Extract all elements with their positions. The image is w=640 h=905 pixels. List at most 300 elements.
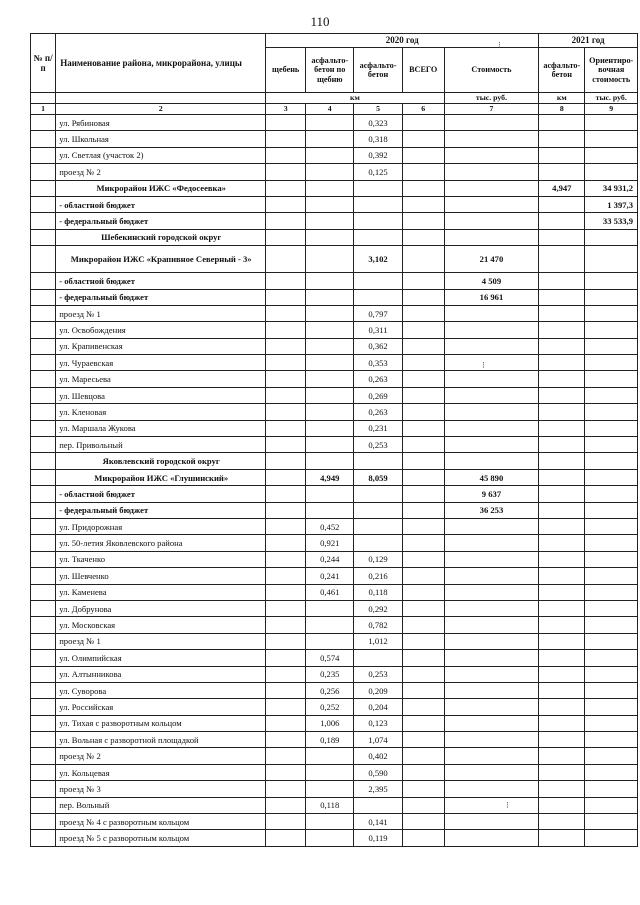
cell-name: Микрорайон ИЖС «Федосеевка» <box>56 180 266 196</box>
cell-total <box>402 584 444 600</box>
cell-asphalt: 0,125 <box>354 164 402 180</box>
cell-asphalt <box>354 273 402 289</box>
cell-asphalt-on-gravel <box>306 371 354 387</box>
table-row <box>31 814 638 830</box>
cell-asphalt-on-gravel <box>306 180 354 196</box>
cell-asphalt: 0,118 <box>354 584 402 600</box>
cell-est-cost <box>585 699 638 715</box>
cell-asphalt-on-gravel: 0,235 <box>306 666 354 682</box>
col-num-6: 6 <box>402 104 444 115</box>
cell-asphalt-2021 <box>539 715 585 731</box>
table-row <box>31 355 638 371</box>
cell-est-cost <box>585 814 638 830</box>
cell-no <box>31 404 56 420</box>
cell-total <box>402 715 444 731</box>
cell-asphalt-2021 <box>539 568 585 584</box>
cell-total <box>402 469 444 485</box>
cell-asphalt: 0,318 <box>354 131 402 147</box>
cell-asphalt-2021 <box>539 164 585 180</box>
cell-total <box>402 371 444 387</box>
cell-name: проезд № 1 <box>56 633 266 649</box>
cell-asphalt-on-gravel: 0,574 <box>306 650 354 666</box>
table-row <box>31 229 638 245</box>
cell-asphalt-2021 <box>539 115 585 131</box>
table-row <box>31 453 638 469</box>
cell-total <box>402 420 444 436</box>
cell-gravel <box>266 338 306 354</box>
cell-no <box>31 164 56 180</box>
cell-total <box>402 404 444 420</box>
cell-asphalt-on-gravel: 0,461 <box>306 584 354 600</box>
cell-asphalt-2021 <box>539 814 585 830</box>
cell-cost <box>444 164 539 180</box>
cell-total <box>402 682 444 698</box>
cell-cost <box>444 568 539 584</box>
cell-asphalt <box>354 518 402 534</box>
header-year-2021: 2021 год <box>539 34 638 48</box>
cell-no <box>31 682 56 698</box>
cell-no <box>31 131 56 147</box>
cell-asphalt: 2,395 <box>354 781 402 797</box>
cell-cost <box>444 699 539 715</box>
cell-asphalt: 0,231 <box>354 420 402 436</box>
unit-rub: тыс. руб. <box>444 93 539 104</box>
cell-asphalt-2021 <box>539 682 585 698</box>
table-row <box>31 180 638 196</box>
cell-no <box>31 584 56 600</box>
cell-cost <box>444 715 539 731</box>
cell-total <box>402 437 444 453</box>
cell-gravel <box>266 584 306 600</box>
cell-asphalt-2021 <box>539 535 585 551</box>
cell-gravel <box>266 453 306 469</box>
table-row <box>31 650 638 666</box>
cell-asphalt-on-gravel <box>306 115 354 131</box>
cell-no <box>31 305 56 321</box>
table-row <box>31 437 638 453</box>
cell-asphalt-on-gravel <box>306 273 354 289</box>
cell-asphalt-2021 <box>539 732 585 748</box>
cell-no <box>31 732 56 748</box>
cell-cost <box>444 229 539 245</box>
table-row <box>31 699 638 715</box>
cell-name: - областной бюджет <box>56 273 266 289</box>
cell-cost <box>444 305 539 321</box>
col-num-7: 7 <box>444 104 539 115</box>
cell-cost <box>444 617 539 633</box>
header-total: ВСЕГО <box>402 48 444 93</box>
cell-gravel <box>266 196 306 212</box>
cell-total <box>402 748 444 764</box>
cell-gravel <box>266 650 306 666</box>
cell-total <box>402 229 444 245</box>
cell-name: ул. Московская <box>56 617 266 633</box>
cell-asphalt: 1,074 <box>354 732 402 748</box>
cell-asphalt: 0,263 <box>354 371 402 387</box>
cell-cost <box>444 355 539 371</box>
cell-est-cost <box>585 453 638 469</box>
cell-gravel <box>266 322 306 338</box>
header-no: № п/п <box>31 34 56 93</box>
cell-no <box>31 229 56 245</box>
cell-asphalt: 0,209 <box>354 682 402 698</box>
cell-name: ул. Суворова <box>56 682 266 698</box>
cell-est-cost <box>585 229 638 245</box>
table-row <box>31 551 638 567</box>
col-num-9: 9 <box>585 104 638 115</box>
cell-cost <box>444 420 539 436</box>
cell-cost: 9 637 <box>444 486 539 502</box>
cell-asphalt-2021 <box>539 600 585 616</box>
unit-rub-2021: тыс. руб. <box>585 93 638 104</box>
cell-asphalt: 0,362 <box>354 338 402 354</box>
cell-name: ул. Шевченко <box>56 568 266 584</box>
cell-asphalt-on-gravel <box>306 196 354 212</box>
cell-no <box>31 196 56 212</box>
cell-est-cost <box>585 486 638 502</box>
cell-name: ул. Алтынникова <box>56 666 266 682</box>
table-row <box>31 273 638 289</box>
cell-est-cost <box>585 617 638 633</box>
cell-asphalt: 1,012 <box>354 633 402 649</box>
cell-asphalt-on-gravel: 0,244 <box>306 551 354 567</box>
cell-total <box>402 164 444 180</box>
cell-est-cost <box>585 797 638 813</box>
cell-cost <box>444 633 539 649</box>
cell-name: проезд № 3 <box>56 781 266 797</box>
cell-name: ул. Рябиновая <box>56 115 266 131</box>
cell-asphalt-on-gravel <box>306 502 354 518</box>
table-row <box>31 196 638 212</box>
cell-est-cost <box>585 682 638 698</box>
cell-gravel <box>266 147 306 163</box>
cell-name: ул. Освобождения <box>56 322 266 338</box>
cell-cost <box>444 781 539 797</box>
cell-name: ул. Шевцова <box>56 387 266 403</box>
cell-gravel <box>266 600 306 616</box>
cell-no <box>31 289 56 305</box>
cell-asphalt-2021 <box>539 246 585 273</box>
cell-asphalt-on-gravel <box>306 486 354 502</box>
cell-asphalt-2021 <box>539 748 585 764</box>
cell-asphalt-2021 <box>539 213 585 229</box>
cell-est-cost <box>585 568 638 584</box>
cell-asphalt-on-gravel: 0,256 <box>306 682 354 698</box>
cell-est-cost <box>585 273 638 289</box>
table-row <box>31 115 638 131</box>
cell-asphalt-on-gravel <box>306 164 354 180</box>
cell-asphalt-on-gravel <box>306 633 354 649</box>
cell-est-cost <box>585 535 638 551</box>
cell-est-cost <box>585 371 638 387</box>
cell-asphalt: 0,129 <box>354 551 402 567</box>
road-works-table <box>30 33 638 847</box>
cell-est-cost <box>585 164 638 180</box>
cell-est-cost <box>585 633 638 649</box>
cell-name: - федеральный бюджет <box>56 213 266 229</box>
cell-asphalt-2021 <box>539 797 585 813</box>
cell-name: ул. Тихая с разворотным кольцом <box>56 715 266 731</box>
cell-name: Микрорайон ИЖС «Глушинский» <box>56 469 266 485</box>
cell-total <box>402 115 444 131</box>
cell-no <box>31 213 56 229</box>
header-asphalt: асфальто-бетон <box>354 48 402 93</box>
cell-total <box>402 453 444 469</box>
cell-cost <box>444 147 539 163</box>
cell-total <box>402 650 444 666</box>
table-row <box>31 305 638 321</box>
cell-gravel <box>266 437 306 453</box>
scan-mark: ⁝ <box>482 360 485 370</box>
cell-asphalt-2021 <box>539 437 585 453</box>
cell-gravel <box>266 246 306 273</box>
cell-asphalt-2021 <box>539 404 585 420</box>
cell-total <box>402 666 444 682</box>
cell-asphalt-2021 <box>539 699 585 715</box>
cell-cost <box>444 584 539 600</box>
scan-mark: ⁝ <box>498 40 501 50</box>
cell-asphalt-2021 <box>539 229 585 245</box>
cell-total <box>402 617 444 633</box>
cell-cost <box>444 551 539 567</box>
cell-gravel <box>266 502 306 518</box>
col-num-8: 8 <box>539 104 585 115</box>
cell-no <box>31 371 56 387</box>
cell-asphalt <box>354 797 402 813</box>
cell-asphalt-on-gravel <box>306 322 354 338</box>
cell-no <box>31 666 56 682</box>
cell-name: Шебекинский городской округ <box>56 229 266 245</box>
cell-asphalt <box>354 486 402 502</box>
cell-no <box>31 273 56 289</box>
scan-mark: ⁝ <box>506 800 509 810</box>
cell-name: ул. Светлая (участок 2) <box>56 147 266 163</box>
cell-asphalt: 0,263 <box>354 404 402 420</box>
cell-name: ул. Придорожная <box>56 518 266 534</box>
cell-gravel <box>266 115 306 131</box>
cell-est-cost <box>585 715 638 731</box>
table-row <box>31 420 638 436</box>
header-asphalt-on-gravel: асфальто-бетон по щебню <box>306 48 354 93</box>
table-row <box>31 338 638 354</box>
cell-total <box>402 830 444 846</box>
cell-total <box>402 322 444 338</box>
cell-total <box>402 305 444 321</box>
cell-total <box>402 535 444 551</box>
cell-asphalt-on-gravel <box>306 617 354 633</box>
cell-asphalt: 3,102 <box>354 246 402 273</box>
cell-asphalt: 0,402 <box>354 748 402 764</box>
cell-asphalt-2021 <box>539 650 585 666</box>
cell-est-cost <box>585 518 638 534</box>
cell-total <box>402 338 444 354</box>
cell-name: - областной бюджет <box>56 196 266 212</box>
cell-cost <box>444 437 539 453</box>
cell-est-cost <box>585 650 638 666</box>
cell-asphalt: 0,782 <box>354 617 402 633</box>
cell-est-cost <box>585 305 638 321</box>
cell-est-cost <box>585 115 638 131</box>
cell-cost <box>444 650 539 666</box>
cell-gravel <box>266 180 306 196</box>
cell-no <box>31 180 56 196</box>
cell-name: - федеральный бюджет <box>56 502 266 518</box>
header-cost: Стоимость <box>444 48 539 93</box>
cell-gravel <box>266 420 306 436</box>
cell-asphalt-2021 <box>539 273 585 289</box>
cell-cost <box>444 371 539 387</box>
cell-gravel <box>266 666 306 682</box>
table-row <box>31 535 638 551</box>
cell-asphalt-2021 <box>539 453 585 469</box>
cell-asphalt-2021 <box>539 666 585 682</box>
cell-gravel <box>266 715 306 731</box>
cell-gravel <box>266 486 306 502</box>
cell-cost: 36 253 <box>444 502 539 518</box>
cell-asphalt-2021 <box>539 355 585 371</box>
cell-asphalt: 0,119 <box>354 830 402 846</box>
cell-name: проезд № 1 <box>56 305 266 321</box>
cell-asphalt: 0,353 <box>354 355 402 371</box>
cell-asphalt <box>354 213 402 229</box>
cell-gravel <box>266 371 306 387</box>
cell-asphalt-on-gravel <box>306 453 354 469</box>
cell-name: пер. Вольный <box>56 797 266 813</box>
cell-asphalt: 0,323 <box>354 115 402 131</box>
cell-est-cost <box>585 781 638 797</box>
cell-est-cost <box>585 666 638 682</box>
cell-gravel <box>266 568 306 584</box>
cell-asphalt-on-gravel: 1,006 <box>306 715 354 731</box>
cell-total <box>402 797 444 813</box>
cell-cost: 16 961 <box>444 289 539 305</box>
table-row <box>31 732 638 748</box>
cell-est-cost: 33 533,9 <box>585 213 638 229</box>
cell-name: ул. Кленовая <box>56 404 266 420</box>
table-row <box>31 322 638 338</box>
cell-gravel <box>266 814 306 830</box>
cell-no <box>31 568 56 584</box>
table-row <box>31 781 638 797</box>
cell-asphalt-2021 <box>539 322 585 338</box>
cell-no <box>31 633 56 649</box>
header-asphalt-2021: асфальто-бетон <box>539 48 585 93</box>
cell-est-cost <box>585 289 638 305</box>
col-num-5: 5 <box>354 104 402 115</box>
cell-asphalt: 8,059 <box>354 469 402 485</box>
cell-no <box>31 715 56 731</box>
cell-cost <box>444 748 539 764</box>
table-row <box>31 164 638 180</box>
cell-gravel <box>266 229 306 245</box>
cell-asphalt-on-gravel <box>306 387 354 403</box>
cell-name: ул. Каменева <box>56 584 266 600</box>
cell-no <box>31 748 56 764</box>
cell-no <box>31 469 56 485</box>
cell-cost <box>444 322 539 338</box>
cell-asphalt <box>354 535 402 551</box>
page-number: 110 <box>310 14 330 29</box>
cell-asphalt-2021 <box>539 289 585 305</box>
cell-gravel <box>266 633 306 649</box>
cell-gravel <box>266 682 306 698</box>
cell-no <box>31 437 56 453</box>
cell-name: проезд № 4 с разворотным кольцом <box>56 814 266 830</box>
cell-name: ул. Чураевская <box>56 355 266 371</box>
cell-asphalt <box>354 502 402 518</box>
cell-total <box>402 518 444 534</box>
table-row <box>31 797 638 813</box>
cell-no <box>31 486 56 502</box>
cell-asphalt-2021 <box>539 147 585 163</box>
cell-asphalt-2021 <box>539 486 585 502</box>
cell-gravel <box>266 273 306 289</box>
cell-est-cost <box>585 387 638 403</box>
cell-no <box>31 453 56 469</box>
table-row <box>31 246 638 273</box>
cell-asphalt-on-gravel <box>306 213 354 229</box>
cell-cost <box>444 115 539 131</box>
cell-asphalt: 0,216 <box>354 568 402 584</box>
cell-asphalt-2021 <box>539 584 585 600</box>
cell-name: Микрорайон ИЖС «Крапивное Северный - 3» <box>56 246 266 273</box>
cell-name: ул. Олимпийская <box>56 650 266 666</box>
unit-km: км <box>266 93 444 104</box>
cell-gravel <box>266 164 306 180</box>
cell-name: ул. Кольцевая <box>56 764 266 780</box>
cell-gravel <box>266 355 306 371</box>
cell-name: ул. Маршала Жукова <box>56 420 266 436</box>
table-row <box>31 213 638 229</box>
cell-no <box>31 764 56 780</box>
col-num-1: 1 <box>31 104 56 115</box>
cell-no <box>31 650 56 666</box>
cell-gravel <box>266 131 306 147</box>
cell-est-cost <box>585 338 638 354</box>
cell-asphalt-2021 <box>539 551 585 567</box>
cell-total <box>402 699 444 715</box>
table-row <box>31 764 638 780</box>
cell-gravel <box>266 617 306 633</box>
cell-asphalt-2021 <box>539 196 585 212</box>
cell-asphalt: 0,392 <box>354 147 402 163</box>
cell-asphalt: 0,141 <box>354 814 402 830</box>
cell-total <box>402 131 444 147</box>
cell-cost <box>444 453 539 469</box>
cell-asphalt-2021 <box>539 371 585 387</box>
cell-no <box>31 420 56 436</box>
cell-no <box>31 617 56 633</box>
table-row <box>31 666 638 682</box>
cell-total <box>402 147 444 163</box>
cell-asphalt-on-gravel: 0,189 <box>306 732 354 748</box>
cell-asphalt-on-gravel <box>306 600 354 616</box>
cell-name: ул. Российская <box>56 699 266 715</box>
cell-gravel <box>266 518 306 534</box>
cell-asphalt <box>354 180 402 196</box>
cell-cost <box>444 535 539 551</box>
cell-no <box>31 781 56 797</box>
cell-asphalt: 0,269 <box>354 387 402 403</box>
cell-est-cost <box>585 830 638 846</box>
cell-total <box>402 355 444 371</box>
header-est-cost: Ориентиро-вочная стоимость <box>585 48 638 93</box>
table-row <box>31 404 638 420</box>
cell-asphalt-on-gravel <box>306 830 354 846</box>
cell-asphalt <box>354 453 402 469</box>
cell-asphalt: 0,204 <box>354 699 402 715</box>
header-year-2020: 2020 год <box>266 34 539 48</box>
